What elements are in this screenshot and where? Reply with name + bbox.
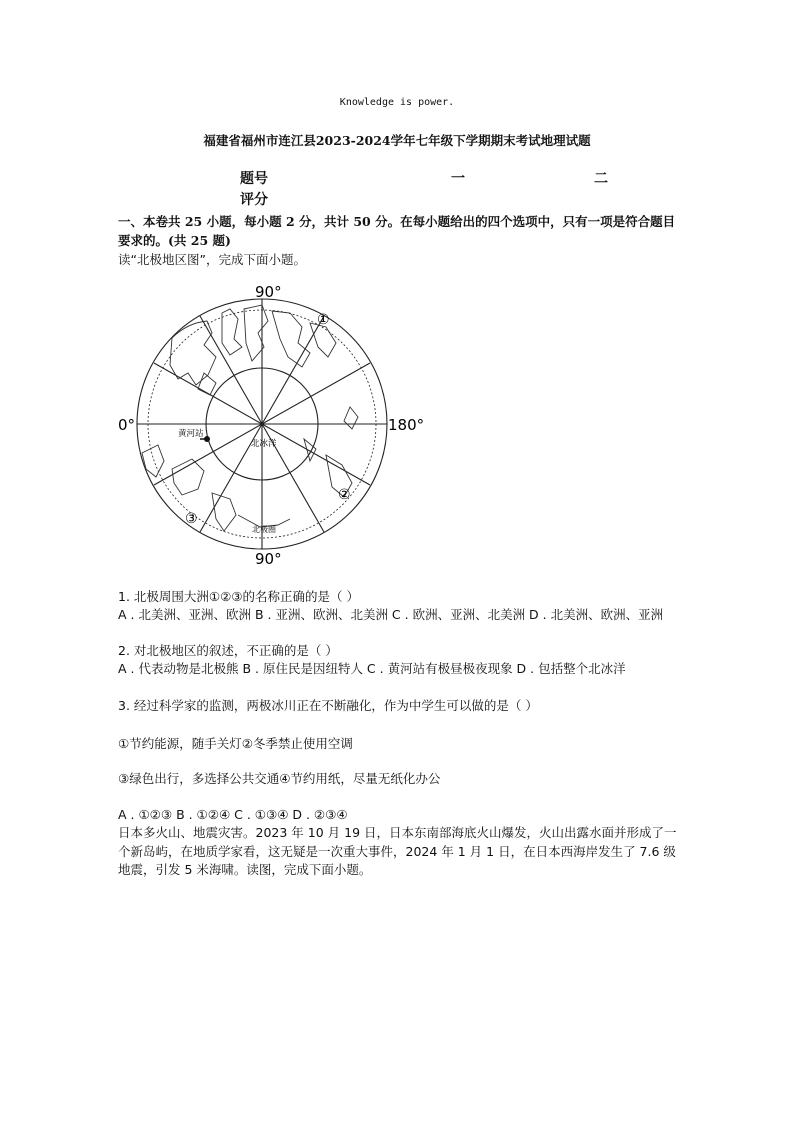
question-3-choice-line-1: ①节约能源，随手关灯②冬季禁止使用空调 — [118, 736, 353, 751]
header-motto: Knowledge is power. — [339, 97, 455, 108]
document-title: 福建省福州市连江县2023-2024学年七年级下学期期末考试地理试题 — [203, 133, 591, 148]
question-3-stem: 3. 经过科学家的监测，两极冰川正在不断融化，作为中学生可以做的是（ ） — [118, 698, 538, 713]
question-3-choice-line-2: ③绿色出行，多选择公共交通④节约用纸，尽量无纸化办公 — [118, 771, 441, 786]
question-1-options: A . 北美洲、亚洲、欧洲 B . 亚洲、欧洲、北美洲 C . 欧洲、亚洲、北美洲 D . 北美洲、欧洲、亚洲 — [118, 607, 664, 622]
marker-3: ③ — [185, 511, 198, 527]
question-1-stem: 1. 北极周围大洲①②③的名称正确的是（ ） — [118, 589, 359, 604]
label-arctic-circle: 北极圈 — [252, 525, 276, 534]
question-3-options: A . ①②③ B . ①②④ C . ①③④ D . ②③④ — [118, 807, 348, 822]
section-intro: 读“北极地区图”，完成下面小题。 — [118, 252, 306, 267]
marker-2: ② — [338, 487, 351, 503]
score-table-col-one: 一 — [451, 171, 465, 187]
label-arctic-ocean: 北冰洋 — [251, 439, 277, 449]
question-2-options: A . 代表动物是北极熊 B . 原住民是因纽特人 C . 黄河站有极昼极夜现象 D . 包括整个北冰洋 — [118, 661, 626, 676]
label-90-top: 90° — [255, 283, 282, 301]
marker-1: ① — [317, 312, 330, 328]
score-table-col-two: 二 — [594, 171, 608, 187]
label-huanghe-station: 黄河站 — [178, 429, 204, 439]
arctic-map — [112, 283, 432, 573]
score-table-label-number: 题号 — [240, 171, 268, 187]
passage-japan: 日本多火山、地震灾害。2023 年 10 月 19 日，日本东南部海底火山爆发，火山出露水面并形成了一个新岛屿，在地质学家看，这无疑是一次重大事件，2024 年 1 月 1 日，在日本西海岸发生了 7.6 级地震，引发 5 米海啸。读图，完成下面小题。 — [118, 825, 677, 877]
label-180: 180° — [388, 416, 425, 434]
question-2-stem: 2. 对北极地区的叙述，不正确的是（ ） — [118, 643, 338, 658]
section-heading: 一、本卷共 25 小题，每小题 2 分，共计 50 分。在每小题给出的四个选项中，只有一项是符合题目要求的。(共 25 题) — [118, 214, 676, 248]
label-0: 0° — [118, 416, 136, 434]
label-90-bottom: 90° — [255, 550, 282, 568]
score-table-label-score: 评分 — [240, 192, 268, 208]
